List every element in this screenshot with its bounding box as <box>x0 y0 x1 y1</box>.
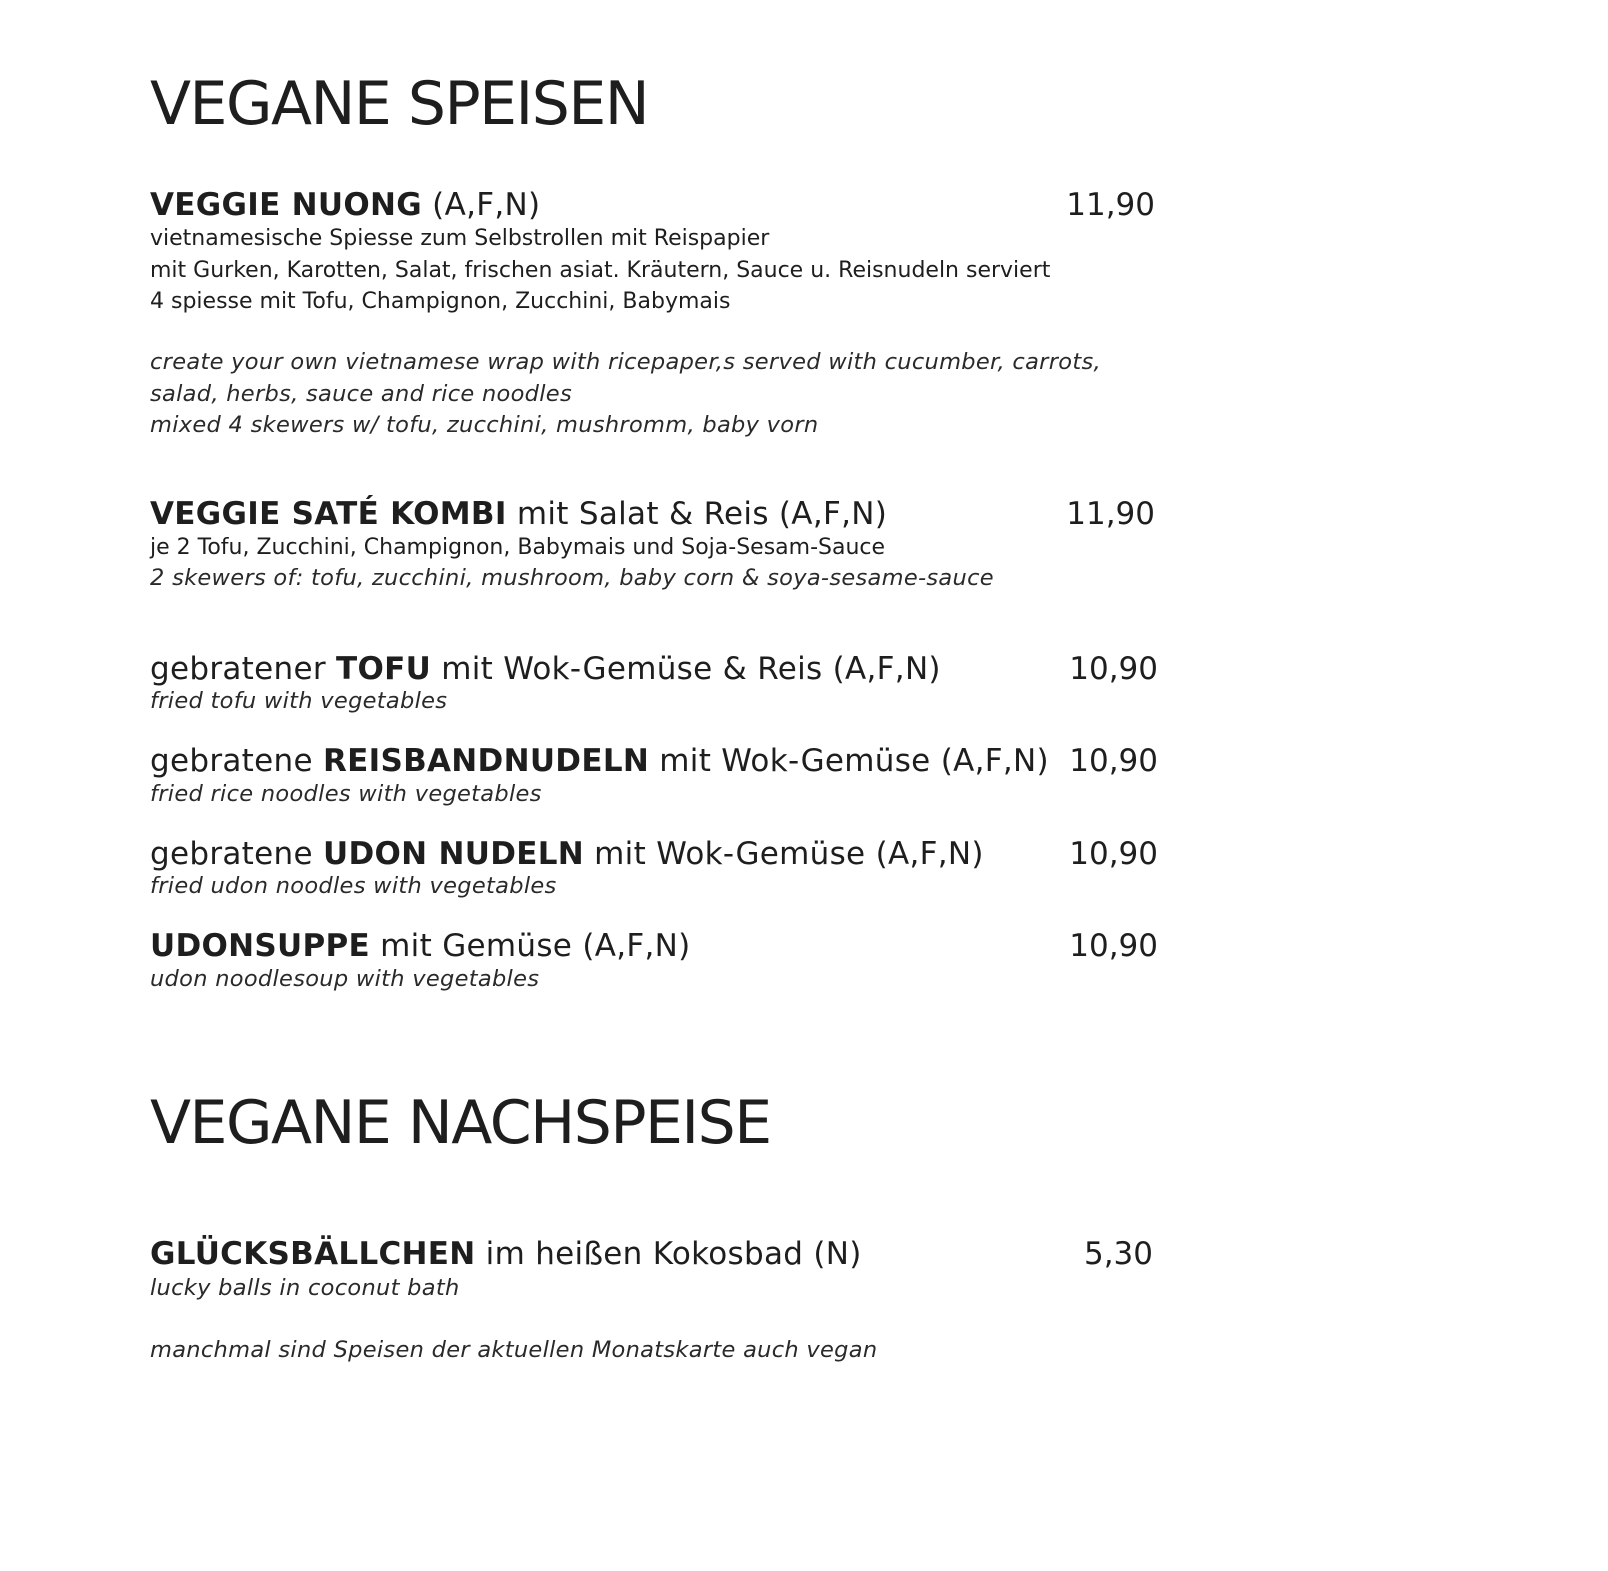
section-title: VEGANE SPEISEN <box>150 69 649 139</box>
dish-name <box>150 651 941 687</box>
dish-price: 10,90 <box>1069 651 1158 687</box>
dish-description-en: fried udon noodles with vegetables <box>150 873 557 899</box>
dish-description-de <box>150 223 1050 318</box>
dish-name <box>150 1236 862 1272</box>
footnote: manchmal sind Speisen der aktuellen Monatskarte auch vegan <box>150 1337 878 1363</box>
dish-name <box>150 496 888 532</box>
dish-price: 10,90 <box>1069 836 1158 872</box>
desc-line: salad, herbs, sauce and rice noodles <box>150 380 572 407</box>
dish-name-rest: mit Salat & Reis (A,F,N) <box>506 496 888 532</box>
dish-name <box>150 928 691 964</box>
desc-line: 2 skewers of: tofu, zucchini, mushroom, baby corn & soya-sesame-sauce <box>150 565 994 591</box>
dish-name-pre: gebratene <box>150 743 323 779</box>
dish-name-rest: mit Wok-Gemüse & Reis (A,F,N) <box>431 651 941 687</box>
dish-description-de <box>150 532 885 564</box>
dish-price: 5,30 <box>1083 1236 1153 1272</box>
dish-name-pre: gebratener <box>150 651 337 687</box>
dish-description-en: fried rice noodles with vegetables <box>150 781 542 807</box>
dish-name-rest: mit Gemüse (A,F,N) <box>370 928 691 964</box>
dish-name-rest: mit Wok-Gemüse (A,F,N) <box>649 743 1049 779</box>
dish-name <box>150 187 541 223</box>
desc-line: mixed 4 skewers w/ tofu, zucchini, mushromm, baby vorn <box>150 412 819 438</box>
dish-name-bold: TOFU <box>336 651 432 687</box>
dish-name-bold: UDON NUDELN <box>322 836 585 872</box>
dish-name-rest: im heißen Kokosbad (N) <box>475 1236 862 1272</box>
desc-line: 4 spiesse mit Tofu, Champignon, Zucchini, Babymais <box>150 289 731 314</box>
dish-name-rest: (A,F,N) <box>422 187 541 223</box>
dish-name-bold: REISBANDNUDELN <box>322 743 650 779</box>
dish-name-bold: UDONSUPPE <box>150 928 371 964</box>
dish-description-en: lucky balls in coconut bath <box>150 1275 460 1301</box>
dish-price: 11,90 <box>1066 187 1155 223</box>
dish-price: 10,90 <box>1069 743 1158 779</box>
dish-name-rest: mit Wok-Gemüse (A,F,N) <box>584 836 984 872</box>
dish-name-bold: VEGGIE NUONG <box>150 187 423 223</box>
desc-line: je 2 Tofu, Zucchini, Champignon, Babymais und Soja-Sesam-Sauce <box>150 535 886 560</box>
dish-price: 10,90 <box>1069 928 1158 964</box>
dish-name-bold: VEGGIE SATÉ KOMBI <box>150 496 507 532</box>
section-title: VEGANE NACHSPEISE <box>150 1088 771 1158</box>
dish-price: 11,90 <box>1066 496 1155 532</box>
desc-line: vietnamesische Spiesse zum Selbstrollen mit Reispapier <box>150 226 770 251</box>
dish-description-en <box>150 347 1101 442</box>
dish-description-en: fried tofu with vegetables <box>150 688 448 714</box>
dish-description-en: udon noodlesoup with vegetables <box>150 966 540 992</box>
desc-line: mit Gurken, Karotten, Salat, frischen asiat. Kräutern, Sauce u. Reisnudeln serviert <box>150 257 1051 283</box>
desc-line: create your own vietnamese wrap with ricepaper,s served with cucumber, carrots, <box>150 349 1101 375</box>
dish-name-pre: gebratene <box>150 836 323 872</box>
dish-name <box>150 836 984 872</box>
dish-name <box>150 743 1049 779</box>
dish-name-bold: GLÜCKSBÄLLCHEN <box>150 1236 476 1272</box>
dish-description-en <box>150 563 994 595</box>
